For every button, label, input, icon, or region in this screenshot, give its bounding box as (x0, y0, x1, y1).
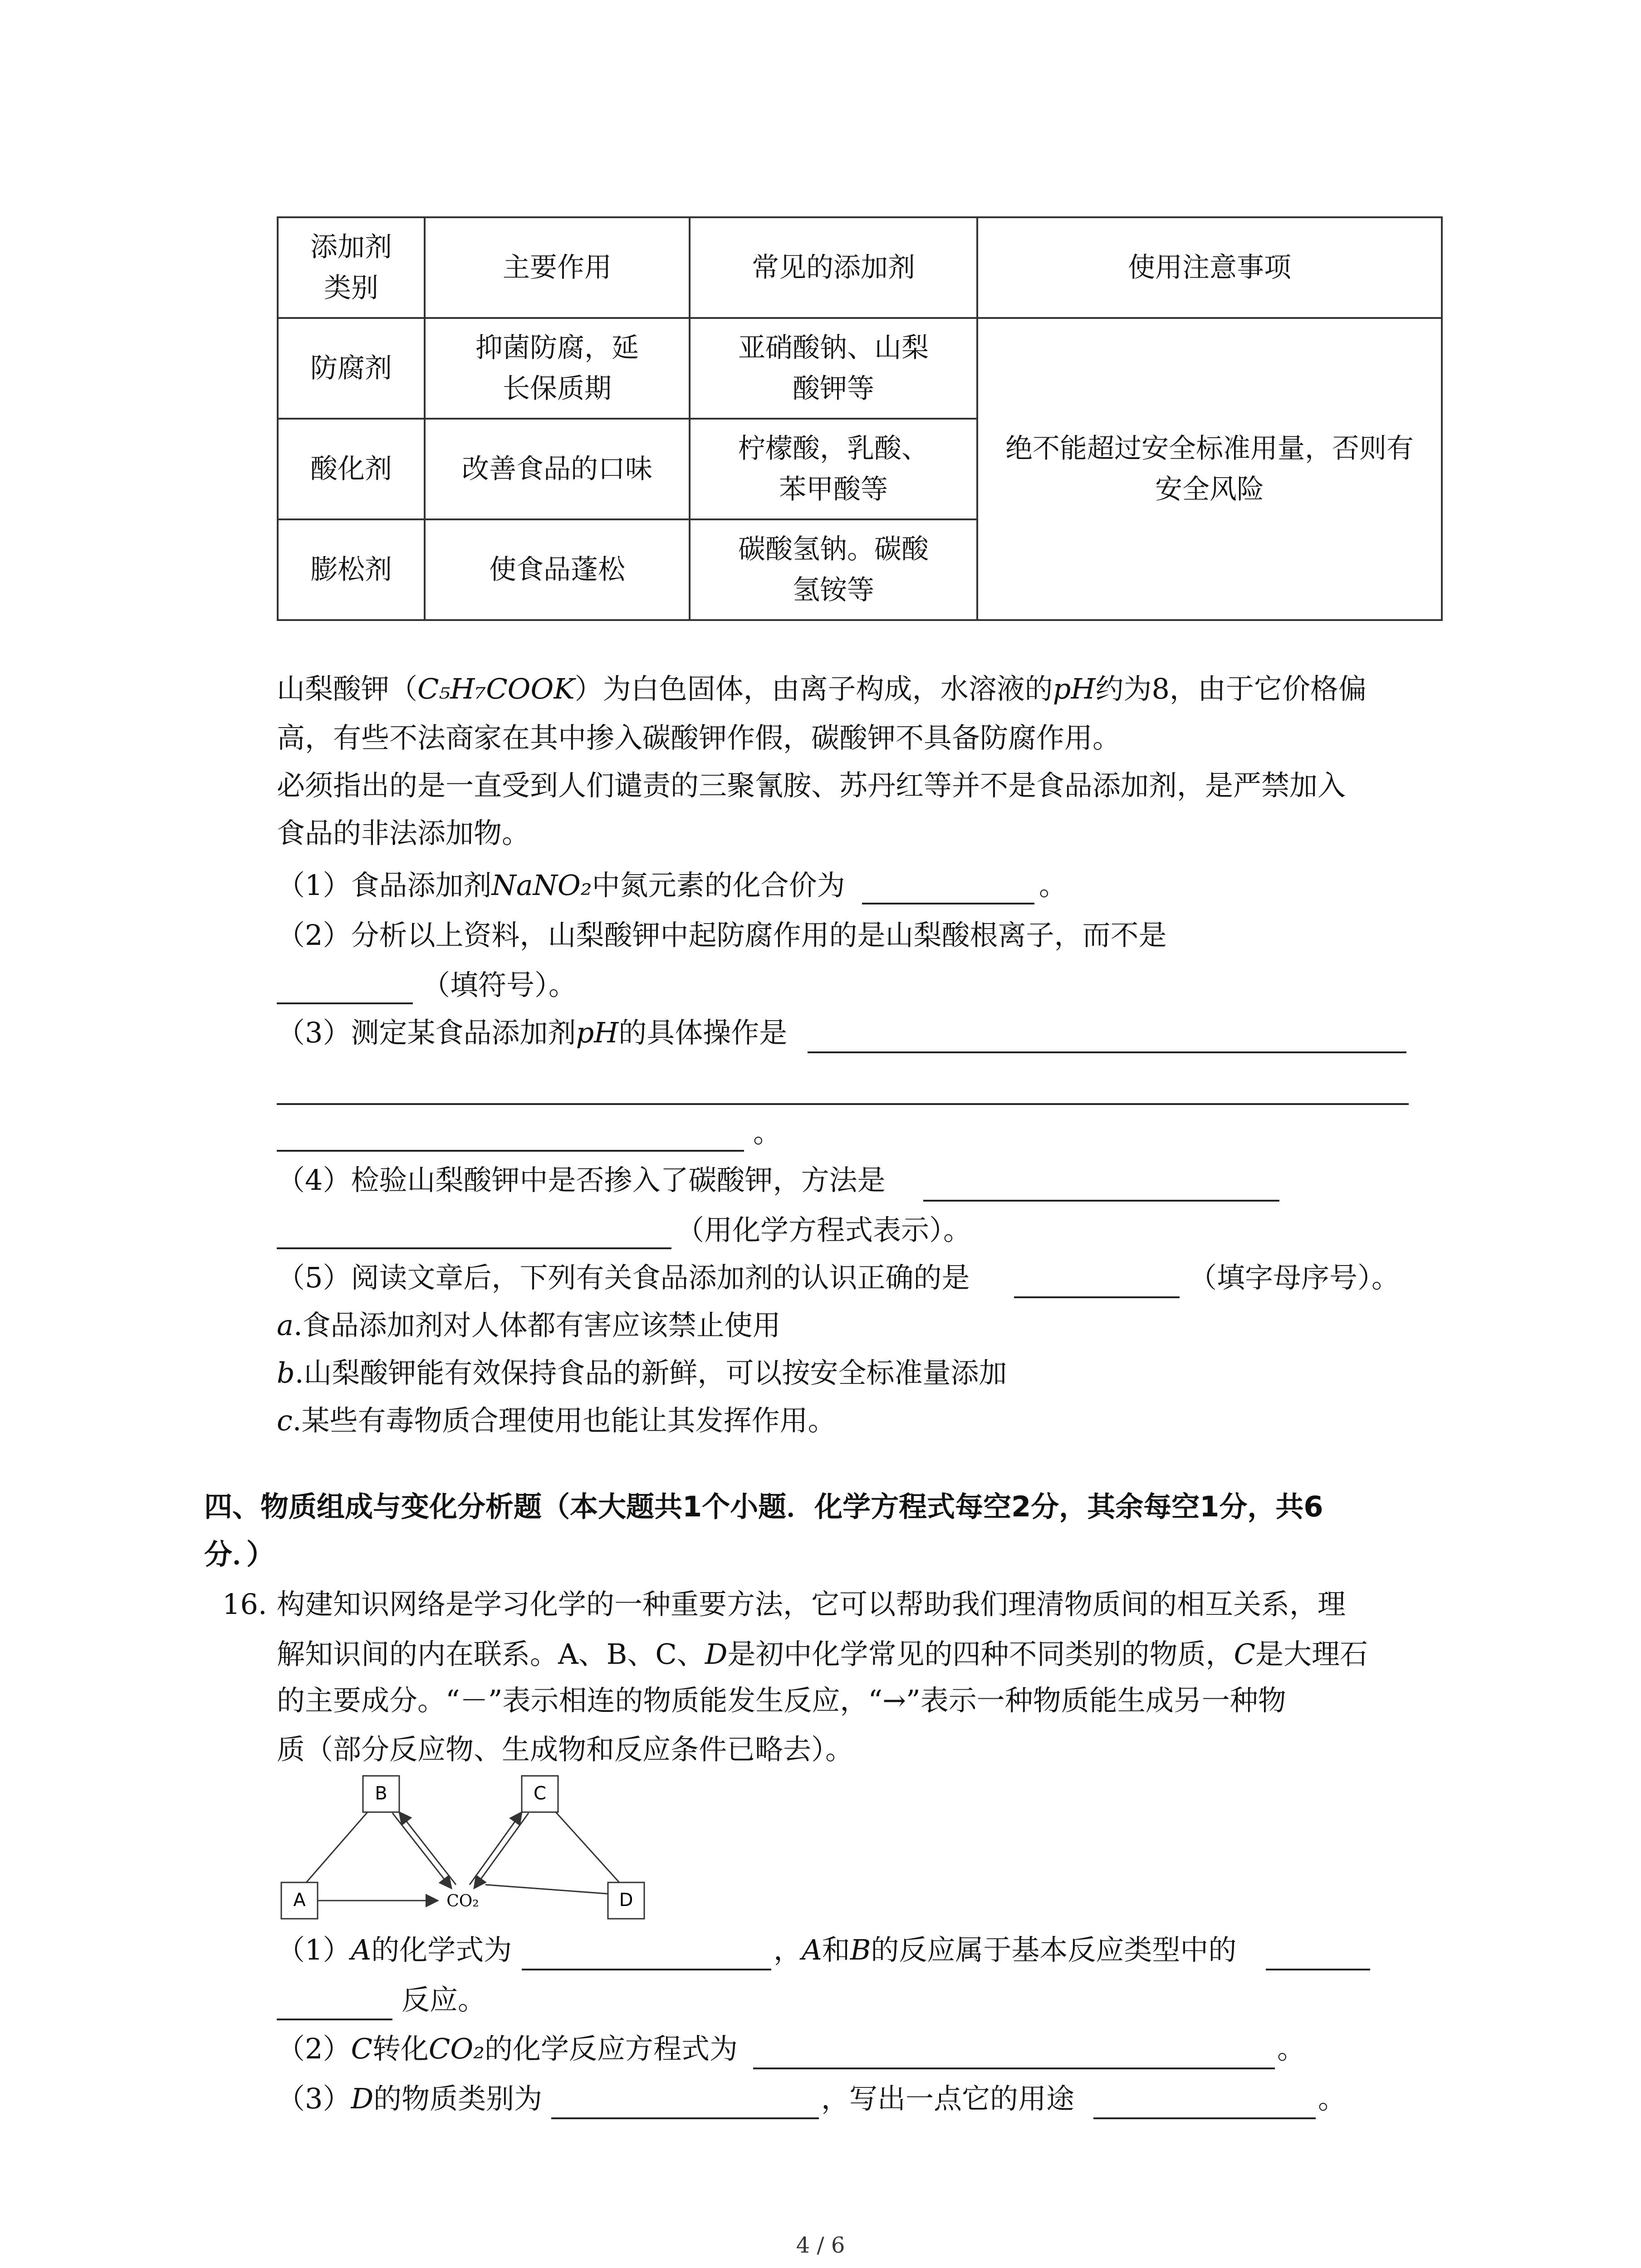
q16-line1: 构建知识网络是学习化学的一种重要方法，它可以帮助我们理清物质间的相互关系，理 (277, 1588, 1346, 1621)
q15-3-blank-1[interactable] (808, 1051, 1406, 1053)
header-function: 主要作用 (425, 217, 690, 318)
arrow-b-co2 (392, 1813, 451, 1888)
link-co2-d (485, 1885, 608, 1894)
q15-2-blank[interactable] (277, 1002, 413, 1004)
q16-1-blank-type-1[interactable] (1266, 1969, 1370, 1970)
reaction-network-diagram (272, 1771, 671, 1926)
q15-option-b: b.山梨酸钾能有效保持食品的新鲜，可以按安全标准量添加 (277, 1356, 1007, 1389)
q15-3: （3）测定某食品添加剂pH的具体操作是 (277, 1016, 788, 1049)
q15-5: （5）阅读文章后，下列有关食品添加剂的认识正确的是 (277, 1261, 970, 1294)
header-category: 添加剂类别 (278, 217, 425, 318)
q16-1-blank-type-2[interactable] (277, 2019, 392, 2020)
q16-line3: 的主要成分。“－”表示相连的物质能发生反应，“→”表示一种物质能生成另一种物 (277, 1684, 1286, 1717)
q16-1-blank-formula[interactable] (522, 1969, 771, 1970)
q16-2-blank[interactable] (753, 2068, 1275, 2069)
node-b-label: B (375, 1783, 387, 1804)
q15-4: （4）检验山梨酸钾中是否掺入了碳酸钾，方法是 (277, 1163, 886, 1197)
arrow-co2-b (399, 1812, 456, 1885)
q15-4-blank-1[interactable] (923, 1200, 1279, 1202)
cell-category: 防腐剂 (278, 318, 425, 419)
q16-3-blank-use[interactable] (1093, 2117, 1316, 2119)
section-4-heading-line2: 分．） (204, 1538, 275, 1571)
link-a-b (306, 1812, 367, 1882)
cell-category: 酸化剂 (278, 419, 425, 519)
node-co2-label: CO₂ (446, 1892, 479, 1911)
formula-potassium-sorbate: C₅H₇COOK (417, 672, 575, 705)
page-number: 4 / 6 (796, 2233, 845, 2258)
cell-examples: 亚硝酸钠、山梨酸钾等 (690, 318, 977, 419)
q15-3-blank-2[interactable] (277, 1103, 1409, 1105)
cell-function: 改善食品的口味 (425, 419, 690, 519)
node-c-label: C (534, 1783, 546, 1804)
q15-4-blank-2[interactable] (277, 1247, 671, 1249)
header-notes: 使用注意事项 (977, 217, 1442, 318)
additive-table (277, 216, 1443, 621)
q15-option-a: a.食品添加剂对人体都有害应该禁止使用 (277, 1309, 781, 1342)
cell-function: 抑菌防腐，延长保质期 (425, 318, 690, 419)
table-header-row (278, 217, 1442, 318)
section-4-heading-line1: 四、物质组成与变化分析题（本大题共1个小题．化学方程式每空2分，其余每空1分，共6 (204, 1490, 1323, 1523)
arrow-co2-c (470, 1812, 522, 1885)
link-c-d (556, 1812, 619, 1882)
q16-line4: 质（部分反应物、生成物和反应条件已略去）。 (277, 1733, 854, 1766)
node-d-label: D (619, 1890, 633, 1911)
para1-line1: 山梨酸钾（C₅H₇COOK）为白色固体，由离子构成，水溶液的pH约为8，由于它价格偏 (277, 672, 1367, 705)
q16-3-blank-category[interactable] (551, 2117, 819, 2119)
cell-examples: 柠檬酸，乳酸、苯甲酸等 (690, 419, 977, 519)
q16-line2: 解知识间的内在联系。A、B、C、D是初中化学常见的四种不同类别的物质，C是大理石 (277, 1637, 1368, 1671)
para2-line2: 食品的非法添加物。 (277, 816, 530, 850)
q16-3: （3）D的物质类别为 (277, 2082, 543, 2115)
cell-function: 使食品蓬松 (425, 519, 690, 620)
exam-page: 添加剂类别 主要作用 常见的添加剂 使用注意事项 防腐剂 抑菌防腐，延长保质期 亚硝酸钠、山梨酸钾等 绝不能超过安全标准用量，否则有安全风险 酸化剂 改善食品的口味 柠檬酸，乳酸、苯甲酸等 膨松剂 使食品蓬松 碳酸氢钠。碳酸氢铵等 山梨酸钾（C₅H₇COOK）为白色固体，由离子构成，水溶液的pH约为8，由于它价格偏 高，有些不法商家在其中掺入碳酸钾作假，碳酸钾不具备防腐作用。 必须指出的是一直受到人们谴责的三聚氰胺、苏丹红等并不是食品添加剂，是严禁加入 食品的非法添加物。 （1）食品添加剂NaNO₂中氮元素的化合价为 。 （2）分析以上资料，山梨酸钾中起防腐作用的是山梨酸根离子，而不是 （填符号）。 （3）测定某食品添加剂pH的具体操作是 。 （4）检验山梨酸钾中是否掺入了碳酸钾，方法是 （用化学方程式表示）。 （5）阅读文章后，下列有关食品添加剂的认识正确的是 （填字母序号）。 a.食品添加剂对人体都有害应该禁止使用 b.山梨酸钾能有效保持食品的新鲜，可以按安全标准量添加 c.某些有毒物质合理使用也能让其发挥作用。 四、物质组成与变化分析题（本大题共1个小题．化学方程式每空2分，其余每空1分，共6 分．） 16. 构建知识网络是学习化学的一种重要方法，它可以帮助我们理清物质间的相互关系，理 解知识间的内在联系。A、B、C、D是初中化学常见的四种不同类别的物质，C是大理石 的主要成分。“－”表示相连的物质能发生反应，“→”表示一种物质能生成另一种物 质（部分反应物、生成物和反应条件已略去）。 B C A D CO₂ （1）A的化学式为 ，A和B的反应属于基本反应类型中的 反应。 （2）C转化CO₂的化学反应方程式为 。 （3）D的物质类别为 ，写出一点它的用途 。 4 / 6 (0, 0, 1641, 2268)
cell-category: 膨松剂 (278, 519, 425, 620)
q16-1: （1）A的化学式为 (277, 1933, 512, 1966)
node-a-label: A (293, 1890, 306, 1911)
cell-notes: 绝不能超过安全标准用量，否则有安全风险 (977, 318, 1442, 620)
q16-number: 16. (222, 1588, 267, 1621)
cell-examples: 碳酸氢钠。碳酸氢铵等 (690, 519, 977, 620)
q16-2: （2）C转化CO₂的化学反应方程式为 (277, 2032, 738, 2065)
para2-line1: 必须指出的是一直受到人们谴责的三聚氰胺、苏丹红等并不是食品添加剂，是严禁加入 (277, 769, 1346, 802)
table-row (278, 318, 1442, 419)
header-examples: 常见的添加剂 (690, 217, 977, 318)
q15-option-c: c.某些有毒物质合理使用也能让其发挥作用。 (277, 1404, 836, 1437)
q15-1: （1）食品添加剂NaNO₂中氮元素的化合价为 (277, 869, 845, 902)
arrow-c-co2 (474, 1813, 529, 1888)
q15-2: （2）分析以上资料，山梨酸钾中起防腐作用的是山梨酸根离子，而不是 (277, 919, 1167, 952)
q15-1-blank[interactable] (862, 903, 1034, 904)
para1-line2: 高，有些不法商家在其中掺入碳酸钾作假，碳酸钾不具备防腐作用。 (277, 721, 1121, 754)
q15-5-blank[interactable] (1014, 1296, 1180, 1298)
q15-3-blank-3[interactable] (277, 1150, 744, 1152)
